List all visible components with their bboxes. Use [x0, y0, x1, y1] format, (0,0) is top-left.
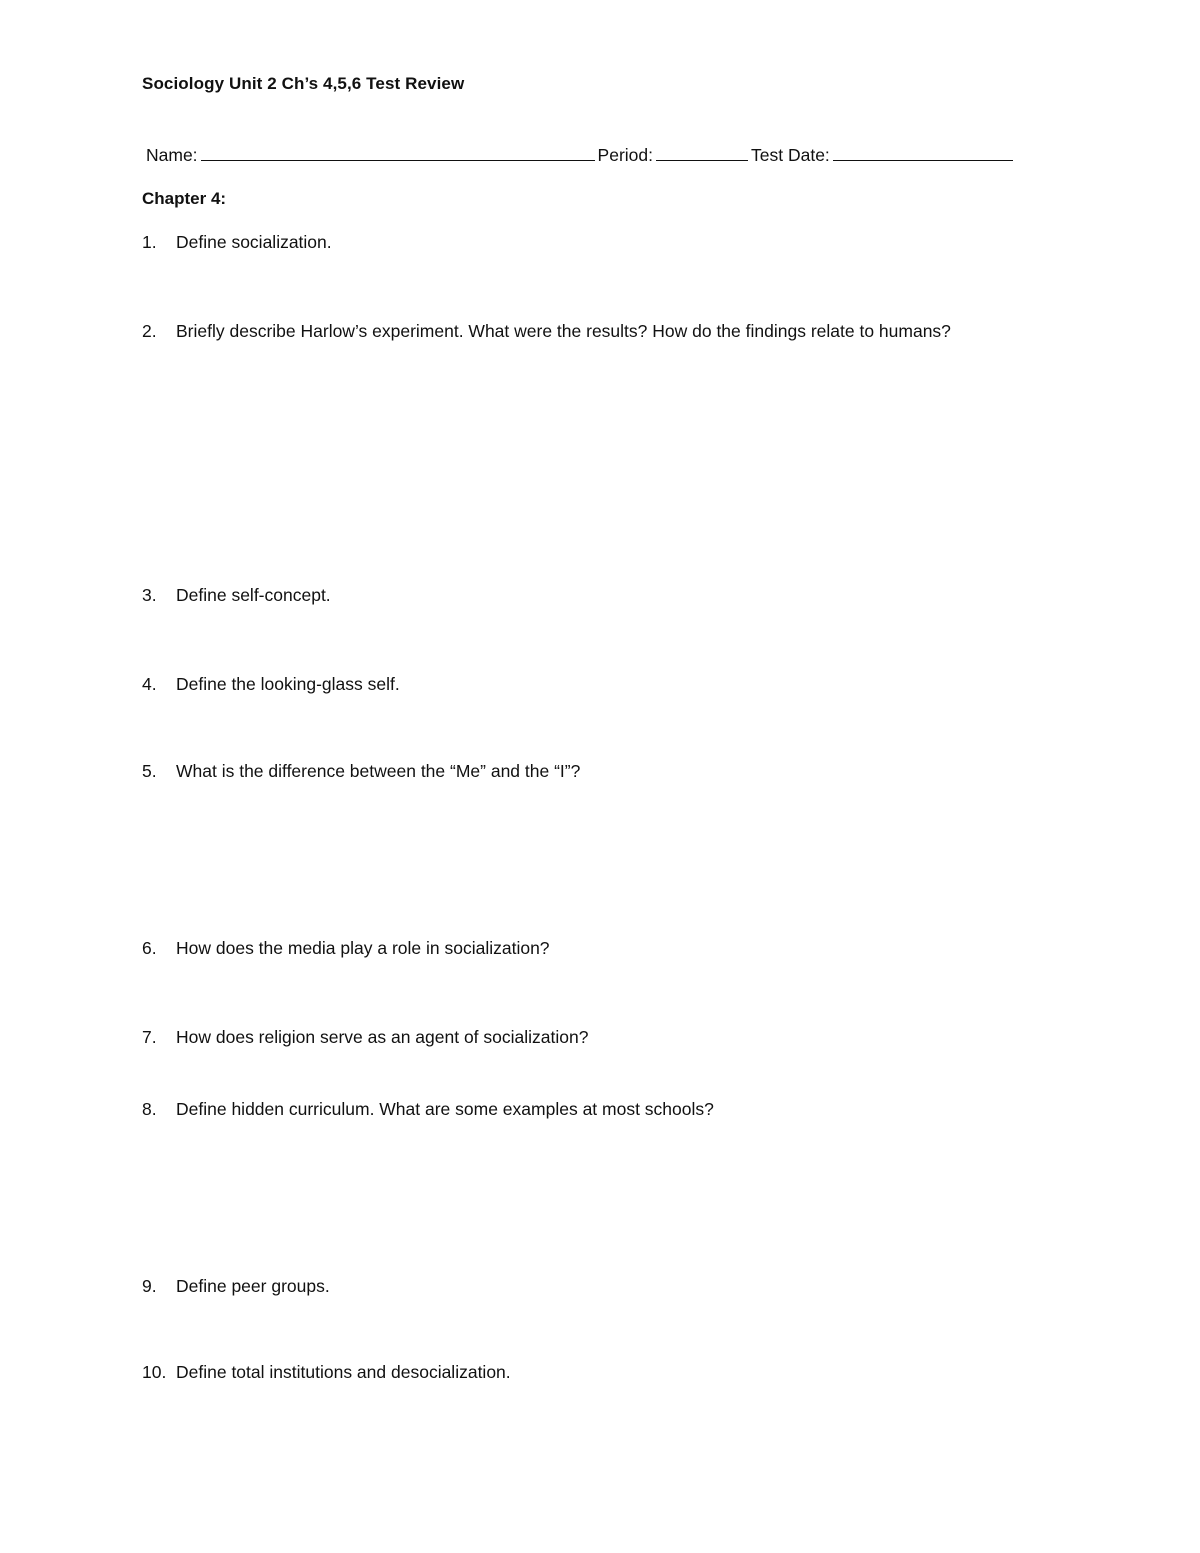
question-item [142, 232, 332, 253]
question-text: Define socialization. [176, 232, 332, 252]
question-text: Define self-concept. [176, 585, 331, 605]
question-number: 3. [142, 585, 157, 605]
question-text: Define total institutions and desocialization. [176, 1362, 511, 1382]
name-blank[interactable] [201, 144, 595, 161]
document-title: Sociology Unit 2 Ch’s 4,5,6 Test Review [142, 74, 465, 93]
test-date-blank[interactable] [833, 144, 1013, 161]
student-info-line [146, 144, 1056, 166]
question-text: Define the looking-glass self. [176, 674, 400, 694]
question-number: 5. [142, 761, 157, 781]
question-item [142, 1276, 330, 1297]
name-label: Name: [146, 145, 198, 165]
question-number: 6. [142, 938, 157, 958]
question-number: 7. [142, 1027, 157, 1047]
question-text: What is the difference between the “Me” and the “I”? [176, 761, 581, 781]
question-item [142, 674, 400, 695]
question-number: 10. [142, 1362, 167, 1382]
question-number: 9. [142, 1276, 157, 1296]
question-text: How does the media play a role in socialization? [176, 938, 550, 958]
question-text: Briefly describe Harlow’s experiment. What were the results? How do the findings relate to humans? [176, 321, 951, 341]
question-text: How does religion serve as an agent of socialization? [176, 1027, 589, 1047]
question-number: 1. [142, 232, 157, 252]
question-number: 2. [142, 321, 157, 341]
question-item [142, 1362, 511, 1383]
question-number: 8. [142, 1099, 157, 1119]
question-item [142, 938, 550, 959]
question-item [142, 1099, 714, 1120]
question-item [142, 321, 951, 342]
chapter-heading: Chapter 4: [142, 189, 227, 208]
question-item [142, 761, 580, 782]
question-item [142, 1027, 588, 1048]
question-item [142, 585, 331, 606]
period-blank[interactable] [656, 144, 748, 161]
question-text: Define hidden curriculum. What are some examples at most schools? [176, 1099, 714, 1119]
test-date-label: Test Date: [751, 145, 830, 165]
question-number: 4. [142, 674, 157, 694]
question-text: Define peer groups. [176, 1276, 330, 1296]
period-label: Period: [597, 145, 653, 165]
